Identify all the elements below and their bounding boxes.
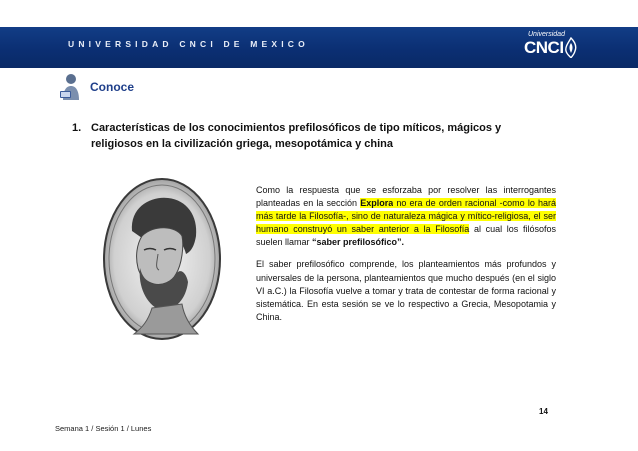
logo-main-text: CNCI [524, 38, 564, 57]
paragraph-1 [256, 184, 556, 249]
header-banner [0, 27, 638, 68]
topic-heading [72, 120, 532, 152]
p1-part-d: al cual los filósofos suelen llamar [256, 224, 556, 248]
page-number: 14 [539, 407, 548, 416]
logo-flame-icon [564, 37, 578, 59]
heading-text: Características de los conocimientos prefilosóficos de tipo míticos, mágicos y religiosos en la civilización griega, mesopotámica y china [91, 122, 502, 150]
p1-part-a: Como la respuesta que se esforzaba por resolver las interrogantes planteadas en la sección [256, 185, 556, 209]
institution-name: UNIVERSIDAD CNCI DE MEXICO [68, 39, 309, 49]
paragraph-2: El saber prefilosófico comprende, los planteamientos más profundos y universales de la persona, planteamientos que mucho después (en el siglo VI a.C.) la Filosofía vuelve a tomar y trata de contestar de forma racional y sistemática. En esta sesión se ve lo respectivo a Grecia, Mesopotamia y China. [256, 259, 556, 322]
logo-small-text: Universidad [528, 31, 565, 38]
p1-explora: Explora [360, 198, 394, 209]
philosopher-portrait [102, 176, 222, 342]
section-label: Conoce [90, 80, 135, 94]
body-text [256, 184, 556, 333]
footer-session: Semana 1 / Sesión 1 / Lunes [55, 424, 152, 433]
cnci-logo [504, 29, 578, 66]
heading-number: 1. [72, 122, 82, 134]
student-figure-icon [58, 73, 84, 101]
p1-part-c: no era de orden racional -como lo hará más tarde la Filosofía-, sino de naturaleza mágica y mítico-religiosa, el ser humano construyó un saber anterior a la Filosofía [256, 198, 557, 235]
p1-part-e: “saber prefilosófico”. [312, 237, 405, 248]
